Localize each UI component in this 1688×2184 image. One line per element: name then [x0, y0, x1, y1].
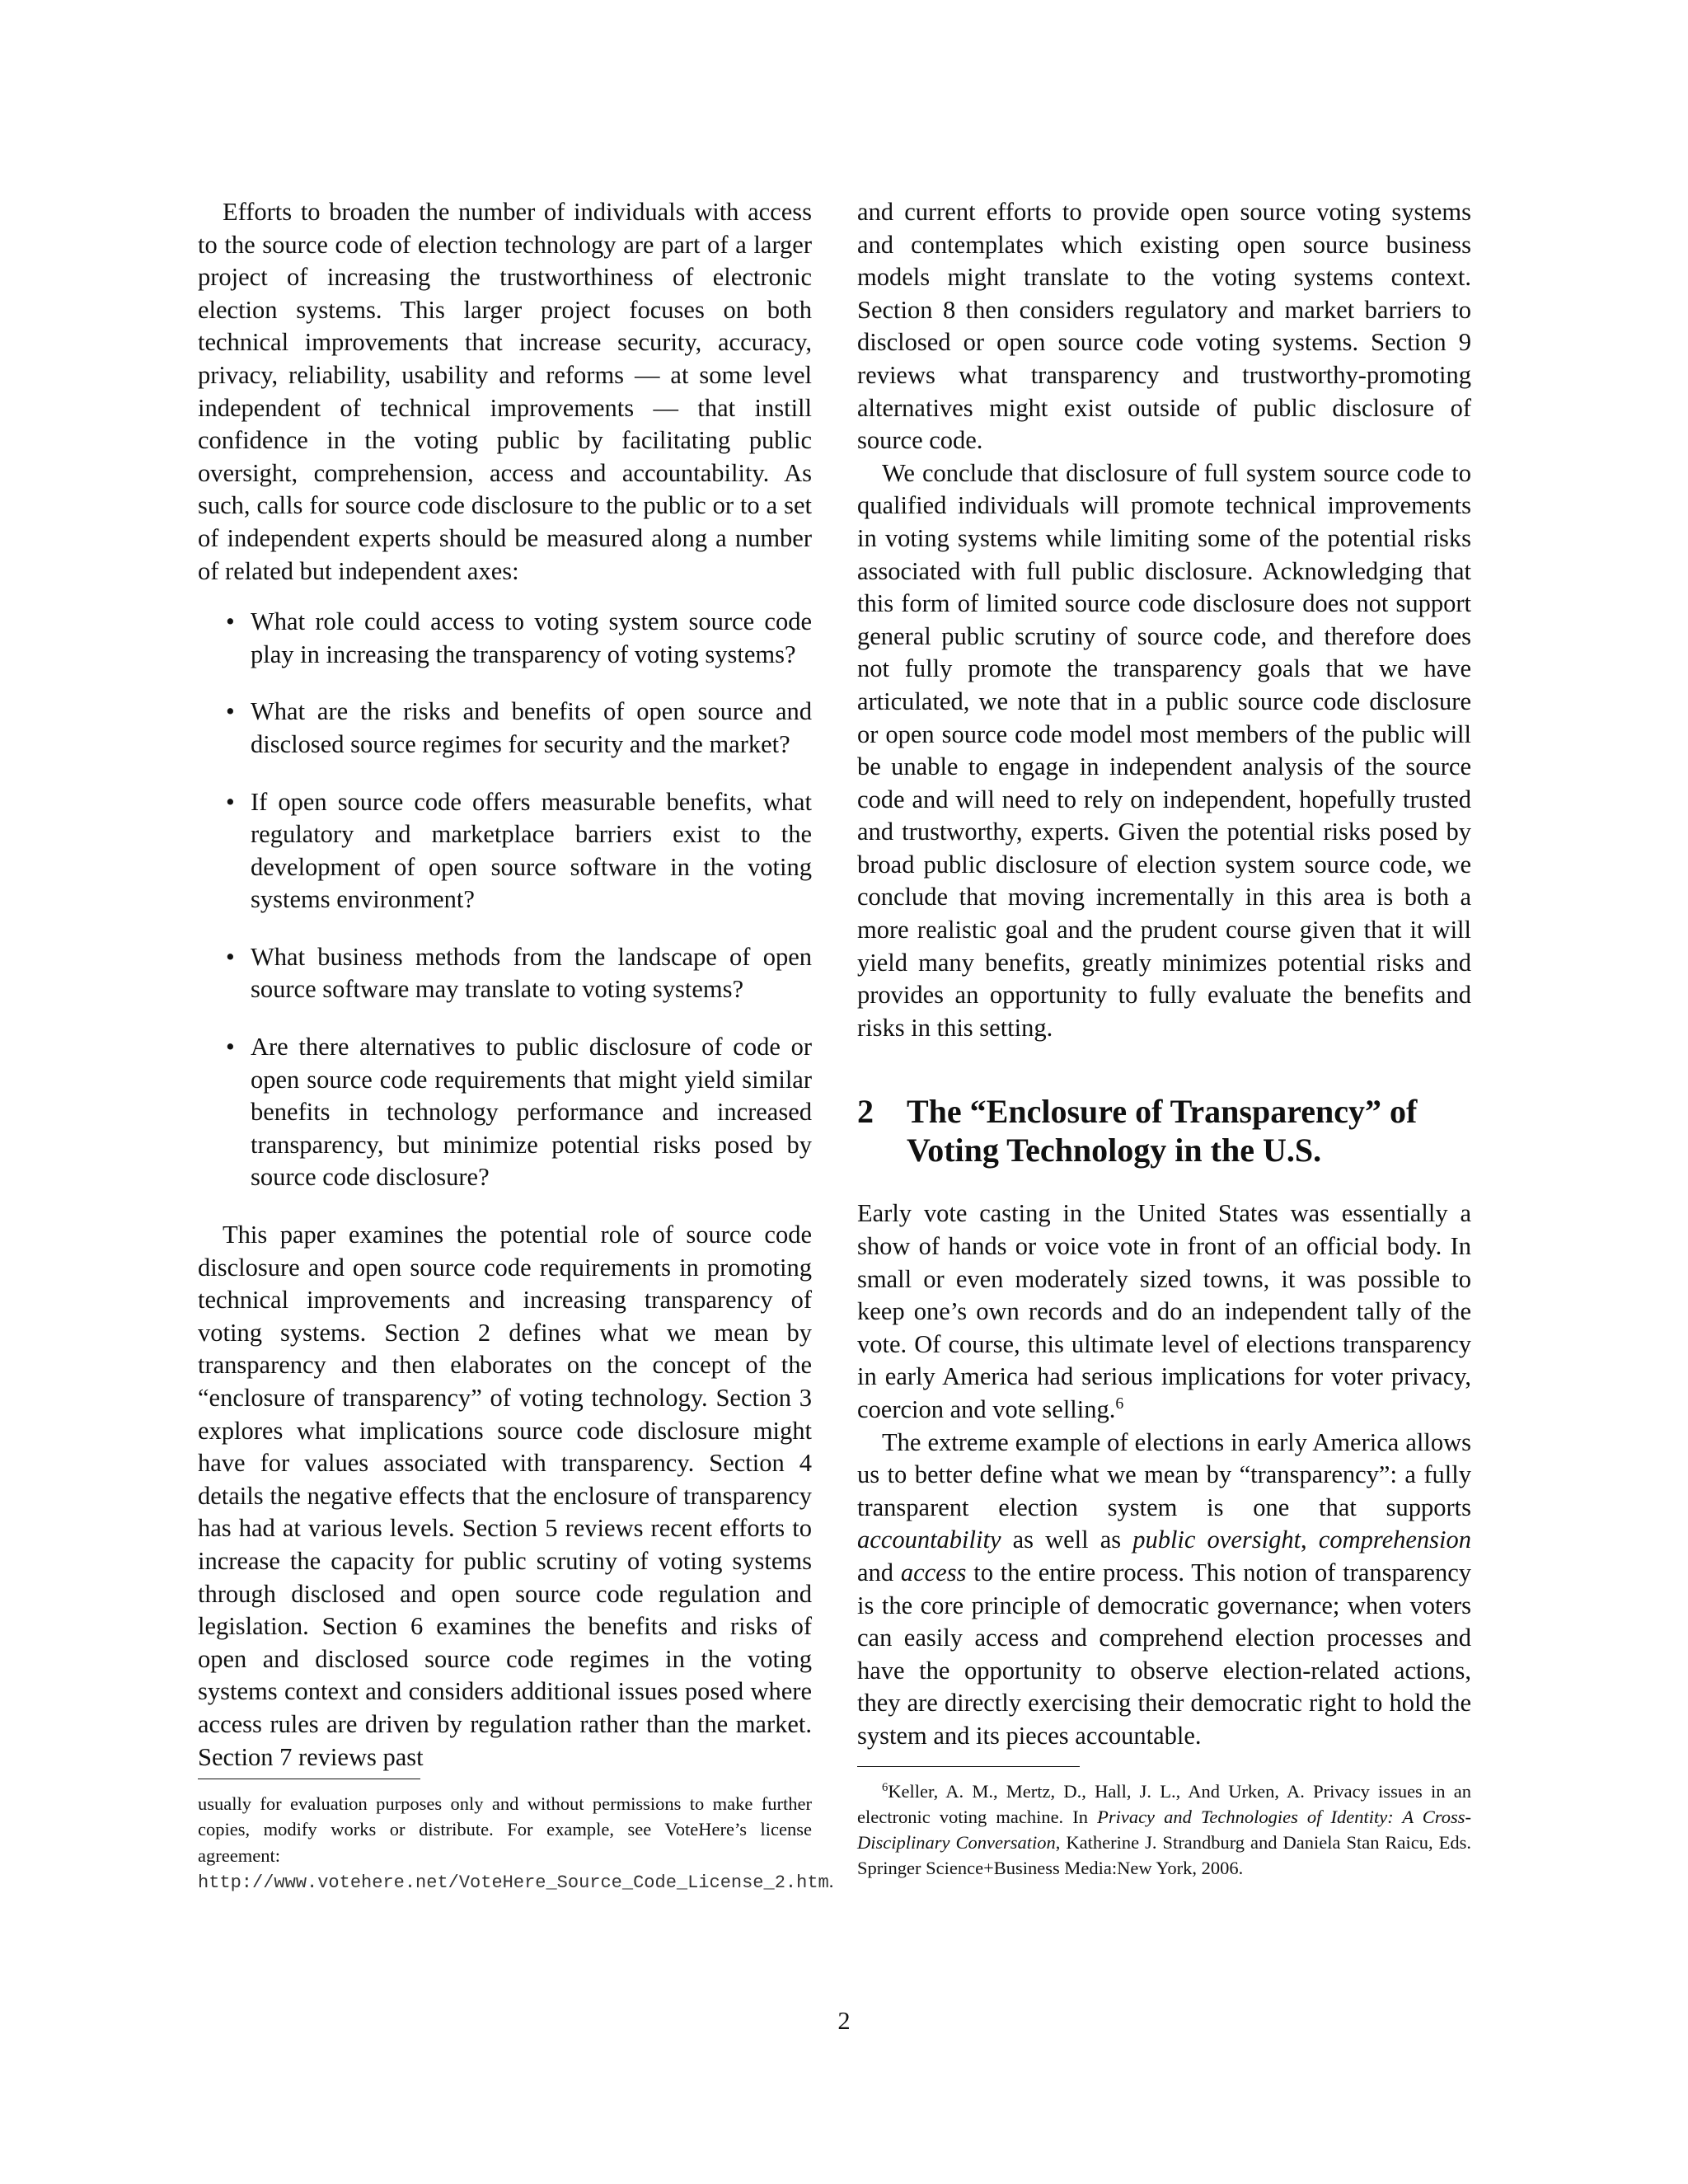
- transparency-paragraph: [857, 1427, 1471, 1753]
- list-item-text: Are there alternatives to public disclosure of code or open source code requirements that might yield similar benefits in technology performance and increased transparency, but minimize potential risks posed by source code disclosure?: [251, 1033, 812, 1192]
- bullet-icon: •: [226, 697, 235, 726]
- list-item: [198, 1031, 812, 1194]
- left-column: [198, 196, 834, 1896]
- bullet-icon: •: [226, 942, 235, 971]
- bullet-icon: •: [226, 607, 235, 636]
- footnote-rest: , Katherine J. Strandburg and Daniela Stan Raicu, Eds. Springer Science+Business Media:New York, 2006.: [857, 1831, 1471, 1879]
- footnote-url-link[interactable]: http://www.votehere.net/VoteHere_Source_Code_License_2.htm: [198, 1872, 829, 1893]
- list-item-text: If open source code offers measurable benefits, what regulatory and marketplace barriers exist to the development of open source software in the voting systems environment?: [251, 787, 812, 914]
- list-item-text: What are the risks and benefits of open source and disclosed source regimes for security and the market?: [251, 697, 812, 758]
- footnote-6: [857, 1779, 1471, 1882]
- list-item-text: What business methods from the landscape of open source software may translate to voting systems?: [251, 942, 812, 1004]
- term-comprehension: comprehension: [1318, 1526, 1472, 1554]
- list-item: [198, 606, 812, 671]
- footnote-continued: [198, 1791, 834, 1896]
- footnote-reference[interactable]: 6: [1115, 1394, 1124, 1413]
- footnote-divider: [857, 1766, 1080, 1767]
- section-number: 2: [857, 1093, 874, 1131]
- term-access: access: [900, 1558, 967, 1586]
- right-column: [857, 196, 1471, 1881]
- footnote-number: 6: [882, 1780, 889, 1794]
- section-heading: [857, 1092, 1471, 1169]
- early-vote-paragraph: [857, 1197, 1471, 1426]
- term-accountability: accountability: [857, 1526, 1001, 1554]
- outline-paragraph: This paper examines the potential role of source code disclosure and open source code requirements in promoting technical improvements and increasing transparency of voting systems. Section 2 defines what we mean by transparency and then elaborates on the concept of the “enclosure of transparency” of voting technology. Section 3 explores what implications source code disclosure might have for values associated with transparency. Section 4 details the negative effects that the enclosure of transparency has had at various levels. Section 5 reviews recent efforts to increase the capacity for public scrutiny of voting systems through disclosed and open source code regulation and legislation. Section 6 examines the benefits and risks of open and disclosed source code regimes in the voting systems context and considers additional issues posed where access rules are driven by regulation rather than the market. Section 7 reviews past: [198, 1221, 812, 1771]
- paragraph-text: and: [857, 1558, 901, 1586]
- early-vote-text: Early vote casting in the United States was essentially a show of hands or voice vote in front of an official body. In small or even moderately sized towns, it was possible to keep one’s own records and do an independent tally of the vote. Of course, this ultimate level of elections transparency in early America had serious implications for voter privacy, coercion and vote selling.: [857, 1199, 1471, 1423]
- paragraph-text: ,: [1301, 1526, 1319, 1554]
- bullet-icon: •: [226, 1033, 235, 1062]
- bullet-icon: •: [226, 787, 235, 816]
- paragraph-text: The extreme example of elections in early America allows us to better define what we mean by “transparency”: a fully transparent election system is one that supports: [857, 1427, 1471, 1521]
- footnote-book-title: Privacy and Technologies of Identity: A Cross-Disciplinary Conversation: [857, 1806, 1471, 1853]
- paragraph-text: to the entire process. This notion of transparency is the core principle of democratic governance; when voters can easily access and comprehend election processes and have the opportunity to observe election-related actions, they are directly exercising their democratic right to hold the system and its pieces accountable.: [857, 1558, 1472, 1750]
- list-item: [198, 786, 812, 916]
- list-item: [198, 941, 812, 1006]
- section-title: The “Enclosure of Transparency” of Voting Technology in the U.S.: [907, 1093, 1418, 1169]
- research-questions-list: [198, 606, 812, 1194]
- paragraph-text: as well as: [1001, 1526, 1133, 1554]
- list-item: [198, 696, 812, 761]
- footnote-text: usually for evaluation purposes only and without permissions to make further copies, modify works or distribute. For example, see VoteHere’s license agreement:: [198, 1793, 812, 1866]
- footnote-end: .: [828, 1870, 834, 1891]
- term-public-oversight: public oversight: [1132, 1526, 1301, 1554]
- conclusion-paragraph: We conclude that disclosure of full system source code to qualified individuals will promote technical improvements in voting systems while limiting some of the potential risks associated with full public disclosure. Acknowledging that this form of limited source code disclosure does not support general public scrutiny of source code, and therefore does not fully promote the transparency goals that we have articulated, we note that in a public source code disclosure or open source code model most members of the public will be unable to engage in independent analysis of the source code and will need to rely on independent, hopefully trusted and trustworthy, experts. Given the potential risks posed by broad public disclosure of election system source code, we conclude that moving incrementally in this area is both a more realistic goal and the prudent course given that it will yield many benefits, greatly minimizes potential risks and provides an opportunity to fully evaluate the benefits and risks in this setting.: [857, 458, 1471, 1042]
- continuation-paragraph: and current efforts to provide open source voting systems and contemplates which existing open source business models might translate to the voting systems context. Section 8 then considers regulatory and market barriers to disclosed or open source code voting systems. Section 9 reviews what transparency and trustworthy-promoting alternatives might exist outside of public disclosure of source code.: [857, 198, 1471, 455]
- page-number: 2: [837, 2007, 851, 2035]
- footnote-authors: Keller, A. M., Mertz, D., Hall, J. L., And Urken, A. Privacy issues in an electronic voting machine. In: [857, 1780, 1471, 1827]
- list-item-text: What role could access to voting system source code play in increasing the transparency of voting systems?: [251, 607, 812, 668]
- intro-paragraph: Efforts to broaden the number of individuals with access to the source code of election technology are part of a larger project of increasing the trustworthiness of electronic election systems. This larger project focuses on both technical improvements that increase security, accuracy, privacy, reliability, usability and reforms — at some level independent of technical improvements — that instill confidence in the voting public by facilitating public oversight, comprehension, access and accountability. As such, calls for source code disclosure to the public or to a set of independent experts should be measured along a number of related but independent axes:: [198, 198, 812, 585]
